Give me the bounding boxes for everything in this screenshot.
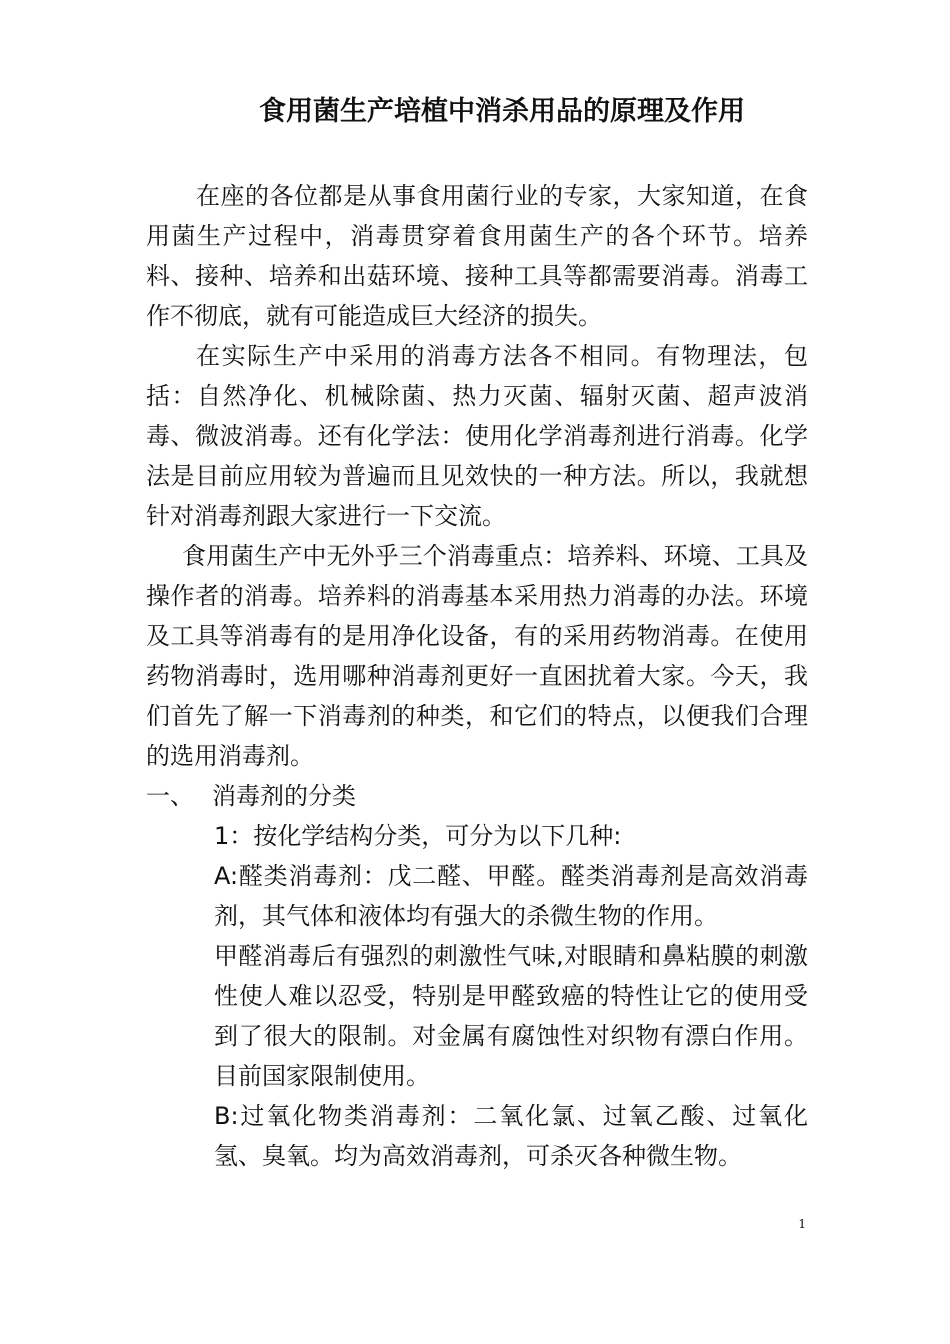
section-item-peroxides: B:过氧化物类消毒剂：二氧化氯、过氧乙酸、过氧化氢、臭氧。均为高效消毒剂，可杀灭各种微生物。 bbox=[214, 1102, 808, 1170]
section-heading-text: 消毒剂的分类 bbox=[212, 782, 356, 810]
section-number: 一、 bbox=[146, 782, 194, 810]
page-number: 1 bbox=[798, 1217, 806, 1231]
section-item-classification: 1：按化学结构分类，可分为以下几种: bbox=[214, 822, 622, 850]
section-item-aldehydes: A:醛类消毒剂：戊二醛、甲醛。醛类消毒剂是高效消毒剂，其气体和液体均有强大的杀微生物的作用。 bbox=[214, 862, 808, 930]
section-item-formaldehyde: 甲醛消毒后有强烈的刺激性气味,对眼睛和鼻粘膜的刺激性使人难以忍受，特别是甲醛致癌的特性让它的使用受到了很大的限制。对金属有腐蚀性对织物有漂白作用。目前国家限制使用。 bbox=[214, 942, 808, 1090]
document-title: 食用菌生产培植中消杀用品的原理及作用 bbox=[259, 96, 745, 127]
paragraph-methods: 在实际生产中采用的消毒方法各不相同。有物理法，包括：自然净化、机械除菌、热力灭菌、辐射灭菌、超声波消毒、微波消毒。还有化学法：使用化学消毒剂进行消毒。化学法是目前应用较为普遍而且见效快的一种方法。所以，我就想针对消毒剂跟大家进行一下交流。 bbox=[146, 342, 808, 530]
paragraph-key-points: 食用菌生产中无外乎三个消毒重点：培养料、环境、工具及操作者的消毒。培养料的消毒基本采用热力消毒的办法。环境及工具等消毒有的是用净化设备，有的采用药物消毒。在使用药物消毒时，选用哪种消毒剂更好一直困扰着大家。今天，我们首先了解一下消毒剂的种类，和它们的特点，以便我们合理的选用消毒剂。 bbox=[146, 542, 808, 770]
paragraph-intro: 在座的各位都是从事食用菌行业的专家，大家知道，在食用菌生产过程中，消毒贯穿着食用菌生产的各个环节。培养料、接种、培养和出菇环境、接种工具等都需要消毒。消毒工作不彻底，就有可能造成巨大经济的损失。 bbox=[146, 182, 808, 330]
section-heading bbox=[146, 776, 356, 816]
